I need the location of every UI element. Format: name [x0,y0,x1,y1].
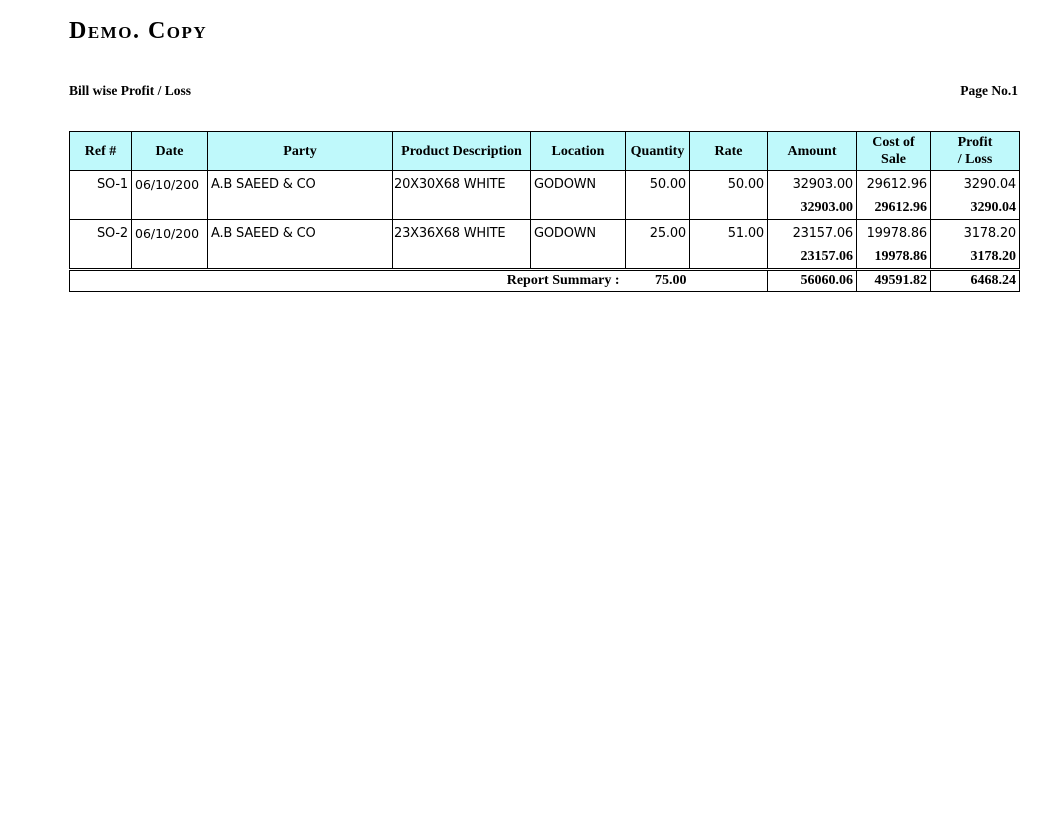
amount-cell: 23157.06 [768,220,857,246]
table-header-row [70,132,1020,171]
subtotal-cost: 19978.86 [857,245,931,270]
profit-cell: 3178.20 [931,220,1020,246]
page-number: Page No.1 [960,83,1018,98]
quantity-cell: 25.00 [626,220,690,246]
column-header-rate: Rate [690,132,768,171]
location-cell: GODOWN [531,220,626,246]
profit-cell: 3290.04 [931,171,1020,197]
subtotal-cost: 29612.96 [857,196,931,220]
party-cell: A.B SAEED & CO [208,220,393,246]
column-header-quantity: Quantity [626,132,690,171]
profit-loss-table [69,131,1020,292]
demo-copy-title: Demo. Copy [69,18,208,44]
subtotal-row [70,196,1020,220]
product-cell: 23X36X68 WHITE [393,220,531,246]
party-cell: A.B SAEED & CO [208,171,393,197]
cost-cell: 19978.86 [857,220,931,246]
subtotal-amount: 23157.06 [768,245,857,270]
rate-cell: 51.00 [690,220,768,246]
column-header-location: Location [531,132,626,171]
report-summary-row [70,270,1020,292]
date-cell: 06/10/200 [132,171,208,197]
subtotal-profit: 3178.20 [931,245,1020,270]
summary-cost: 49591.82 [857,270,931,292]
column-header-date: Date [132,132,208,171]
table-row [70,220,1020,246]
subtotal-amount: 32903.00 [768,196,857,220]
summary-quantity: 75.00 [626,270,690,292]
column-header-product-description: Product Description [393,132,531,171]
quantity-cell: 50.00 [626,171,690,197]
ref-cell: SO-1 [70,171,132,197]
summary-amount: 56060.06 [768,270,857,292]
report-summary-label: Report Summary : [70,270,626,292]
location-cell: GODOWN [531,171,626,197]
column-header-amount: Amount [768,132,857,171]
ref-cell: SO-2 [70,220,132,246]
subtotal-profit: 3290.04 [931,196,1020,220]
column-header-profit-loss: Profit / Loss [931,132,1020,171]
cost-cell: 29612.96 [857,171,931,197]
column-header-ref: Ref # [70,132,132,171]
rate-cell: 50.00 [690,171,768,197]
report-title: Bill wise Profit / Loss [69,83,192,98]
date-cell: 06/10/200 [132,220,208,246]
summary-profit: 6468.24 [931,270,1020,292]
column-header-party: Party [208,132,393,171]
column-header-cost-of-sale: Cost of Sale [857,132,931,171]
amount-cell: 32903.00 [768,171,857,197]
product-cell: 20X30X68 WHITE [393,171,531,197]
table-row [70,171,1020,197]
subtotal-row [70,245,1020,270]
